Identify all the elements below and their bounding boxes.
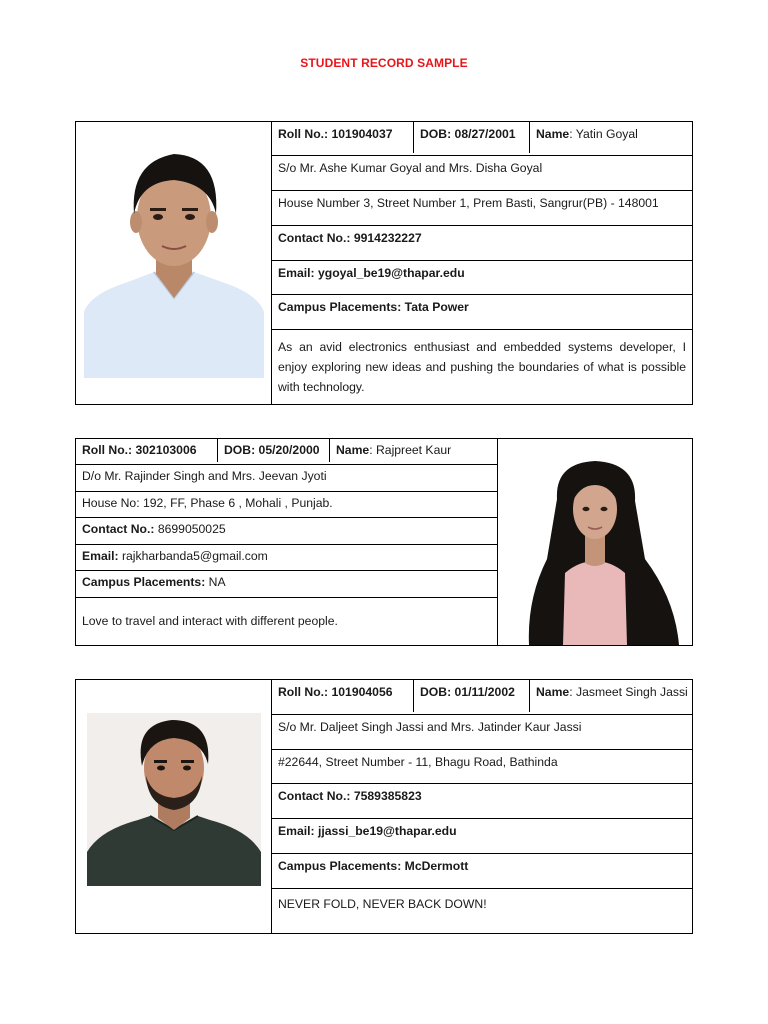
campus-placements: Campus Placements: McDermott bbox=[272, 854, 692, 889]
email: Email: rajkharbanda5@gmail.com bbox=[76, 545, 498, 571]
page-title: STUDENT RECORD SAMPLE bbox=[300, 56, 468, 70]
parents: D/o Mr. Rajinder Singh and Mrs. Jeevan Jyoti bbox=[76, 465, 498, 492]
bio: Love to travel and interact with different people. bbox=[82, 614, 338, 628]
email: Email: jjassi_be19@thapar.edu bbox=[272, 819, 692, 854]
roll-number: Roll No.: 101904037 bbox=[272, 122, 414, 153]
parents: S/o Mr. Daljeet Singh Jassi and Mrs. Jatinder Kaur Jassi bbox=[272, 715, 692, 750]
date-of-birth: DOB: 05/20/2000 bbox=[218, 439, 330, 462]
contact-number: Contact No.: 9914232227 bbox=[272, 226, 692, 261]
campus-placements: Campus Placements: Tata Power bbox=[272, 295, 692, 330]
student-record-1 bbox=[75, 121, 693, 405]
bio: NEVER FOLD, NEVER BACK DOWN! bbox=[278, 897, 487, 911]
address: #22644, Street Number - 11, Bhagu Road, Bathinda bbox=[272, 750, 692, 784]
student-record-3 bbox=[75, 679, 693, 934]
student-info-table bbox=[272, 122, 692, 404]
student-info-table bbox=[272, 680, 692, 933]
student-info-table bbox=[76, 439, 498, 645]
contact-number: Contact No.: 7589385823 bbox=[272, 784, 692, 819]
bio: As an avid electronics enthusiast and embedded systems developer, I enjoy exploring new ideas and pushing the boundaries of what is possible with technology. bbox=[278, 340, 686, 394]
student-record-2 bbox=[75, 438, 693, 646]
campus-placements: Campus Placements: NA bbox=[76, 571, 498, 598]
student-photo bbox=[76, 122, 272, 404]
student-name: Name: Rajpreet Kaur bbox=[336, 443, 452, 457]
date-of-birth: DOB: 01/11/2002 bbox=[414, 680, 530, 712]
date-of-birth: DOB: 08/27/2001 bbox=[414, 122, 530, 153]
student-name: Name: Yatin Goyal bbox=[536, 127, 638, 141]
student-photo bbox=[499, 439, 692, 645]
student-photo bbox=[76, 680, 272, 933]
address: House Number 3, Street Number 1, Prem Basti, Sangrur(PB) - 148001 bbox=[272, 191, 692, 226]
roll-number: Roll No.: 302103006 bbox=[76, 439, 218, 462]
email: Email: ygoyal_be19@thapar.edu bbox=[272, 261, 692, 295]
roll-number: Roll No.: 101904056 bbox=[272, 680, 414, 712]
address: House No: 192, FF, Phase 6 , Mohali , Punjab. bbox=[76, 492, 498, 518]
contact-number: Contact No.: 8699050025 bbox=[76, 518, 498, 545]
parents: S/o Mr. Ashe Kumar Goyal and Mrs. Disha Goyal bbox=[272, 156, 692, 191]
student-name: Name: Jasmeet Singh Jassi bbox=[536, 685, 688, 699]
